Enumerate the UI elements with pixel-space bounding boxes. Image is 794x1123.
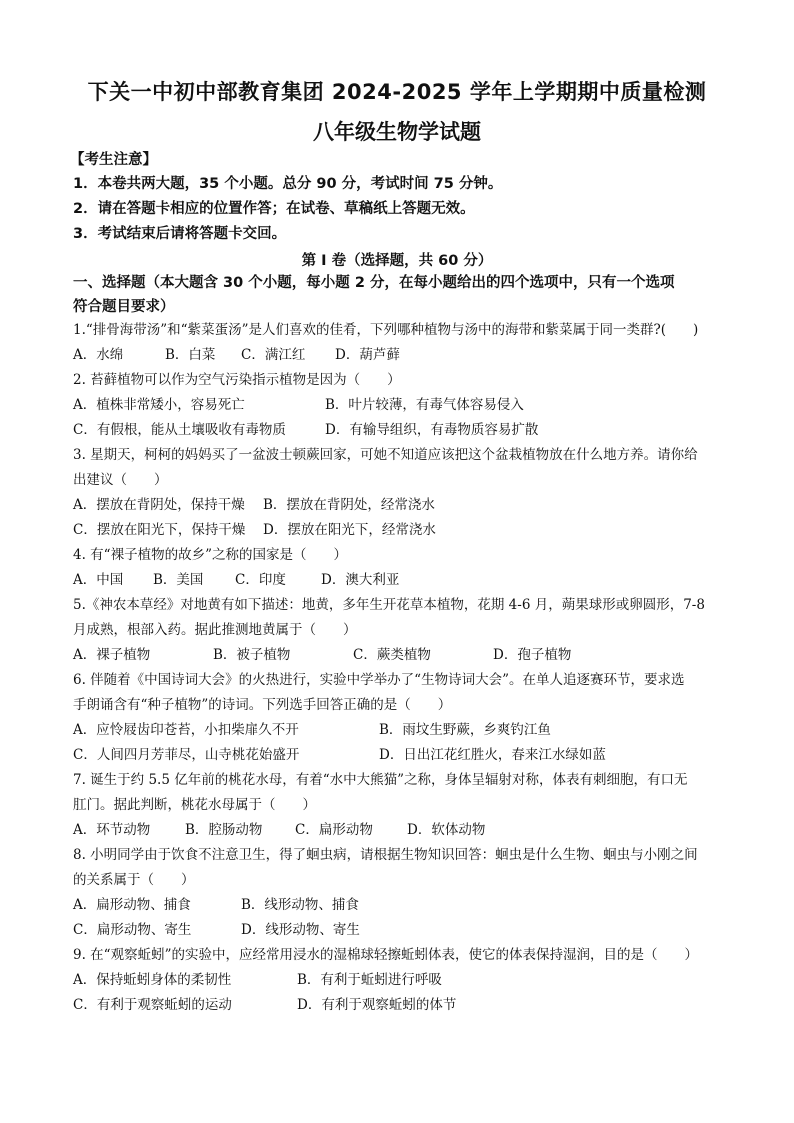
option-c: C．有利于观察蚯蚓的运动 bbox=[73, 997, 232, 1013]
notice-heading: 【考生注意】 bbox=[70, 152, 157, 168]
question-stem: 3. 星期天，柯柯的妈妈买了一盆波士顿蕨回家，可她不知道应该把这个盆栽植物放在什么地方养。请你给 bbox=[73, 447, 698, 463]
option-d: D．日出江花红胜火，春来江水绿如蓝 bbox=[379, 747, 606, 763]
option-a: A．扁形动物、捕食 bbox=[73, 897, 191, 913]
question-stem: 1.“排骨海带汤”和“紫菜蛋汤”是人们喜欢的佳肴，下列哪种植物与汤中的海带和紫菜属于同一类群?( ) bbox=[73, 322, 699, 338]
option-b: B．叶片较薄，有毒气体容易侵入 bbox=[325, 397, 524, 413]
option-a: A．环节动物 bbox=[73, 822, 151, 838]
question-stem: 6. 伴随着《中国诗词大会》的火热进行，实验中学举办了“生物诗词大会”。在单人追逐赛环节，要求选 bbox=[73, 672, 685, 688]
option-c: C．摆放在阳光下，保持干燥 bbox=[73, 522, 246, 538]
option-d: D．线形动物、寄生 bbox=[241, 922, 360, 938]
question-stem: 7. 诞生于约 5.5 亿年前的桃花水母，有着“水中大熊猫”之称，身体呈辐射对称，体表有刺细胞，有口无 bbox=[73, 772, 688, 788]
option-a: A．应怜屐齿印苍苔，小扣柴扉久不开 bbox=[73, 722, 299, 738]
notice-item: 3．考试结束后请将答题卡交回。 bbox=[73, 226, 287, 242]
option-c: C．扁形动物 bbox=[295, 822, 373, 838]
option-d: D．有输导组织，有毒物质容易扩散 bbox=[325, 422, 539, 438]
question-options bbox=[73, 420, 733, 440]
exam-subtitle: 八年级生物学试题 bbox=[313, 120, 481, 144]
section-instruction: 符合题目要求） bbox=[73, 299, 175, 315]
notice-item: 2．请在答题卡相应的位置作答；在试卷、草稿纸上答题无效。 bbox=[73, 201, 475, 217]
option-c: C．有假根，能从土壤吸收有毒物质 bbox=[73, 422, 286, 438]
notice-item: 1．本卷共两大题，35 个小题。总分 90 分，考试时间 75 分钟。 bbox=[73, 176, 503, 192]
option-a: A．中国 bbox=[73, 572, 124, 588]
question-options bbox=[73, 495, 733, 515]
question-options bbox=[73, 920, 733, 940]
question-stem: 5.《神农本草经》对地黄有如下描述：地黄，多年生开花草本植物，花期 4-6 月，蒴果球形或卵圆形，7-8 bbox=[73, 597, 705, 613]
question-options bbox=[73, 395, 733, 415]
option-d: D．澳大利亚 bbox=[321, 572, 400, 588]
question-options bbox=[73, 720, 733, 740]
option-c: C．满江红 bbox=[241, 347, 306, 363]
option-b: B．雨坟生野蕨，乡爽钓江鱼 bbox=[379, 722, 551, 738]
option-a: A．植株非常矮小，容易死亡 bbox=[73, 397, 245, 413]
option-d: D．葫芦藓 bbox=[335, 347, 400, 363]
question-options bbox=[73, 520, 733, 540]
option-c: C．蕨类植物 bbox=[353, 647, 431, 663]
question-options bbox=[73, 645, 733, 665]
question-stem: 8. 小明同学由于饮食不注意卫生，得了蛔虫病，请根据生物知识回答：蛔虫是什么生物、蛔虫与小刚之间 bbox=[73, 847, 698, 863]
option-b: B．线形动物、捕食 bbox=[241, 897, 359, 913]
question-stem: 手朗诵含有“种子植物”的诗词。下列选手回答正确的是（ ） bbox=[73, 697, 452, 713]
question-stem: 9. 在“观察蚯蚓”的实验中，应经常用浸水的湿棉球轻擦蚯蚓体表，使它的体表保持湿润，目的是（ ） bbox=[73, 947, 698, 963]
option-b: B．腔肠动物 bbox=[185, 822, 263, 838]
option-a: A．摆放在背阴处，保持干燥 bbox=[73, 497, 245, 513]
question-options bbox=[73, 570, 733, 590]
option-c: C．印度 bbox=[235, 572, 286, 588]
question-options bbox=[73, 820, 733, 840]
option-b: B．有利于蚯蚓进行呼吸 bbox=[297, 972, 442, 988]
question-stem: 肛门。据此判断，桃花水母属于（ ） bbox=[73, 797, 316, 813]
option-b: B．摆放在背阴处，经常浇水 bbox=[263, 497, 435, 513]
option-a: A．裸子植物 bbox=[73, 647, 151, 663]
option-d: D．摆放在阳光下，经常浇水 bbox=[263, 522, 436, 538]
option-a: A．水绵 bbox=[73, 347, 124, 363]
option-b: B．白菜 bbox=[165, 347, 216, 363]
question-options bbox=[73, 345, 733, 365]
question-options bbox=[73, 970, 733, 990]
option-d: D．软体动物 bbox=[407, 822, 486, 838]
section-title: 第 I 卷（选择题，共 60 分） bbox=[301, 253, 493, 269]
option-c: C．扁形动物、寄生 bbox=[73, 922, 192, 938]
option-c: C．人间四月芳菲尽，山寺桃花始盛开 bbox=[73, 747, 300, 763]
exam-title: 下关一中初中部教育集团 2024-2025 学年上学期期中质量检测 bbox=[87, 80, 707, 104]
question-stem: 4. 有“裸子植物的故乡”之称的国家是（ ） bbox=[73, 547, 347, 563]
question-options bbox=[73, 995, 733, 1015]
section-instruction: 一、选择题（本大题含 30 个小题，每小题 2 分，在每小题给出的四个选项中，只有一个选项 bbox=[73, 275, 675, 291]
question-options bbox=[73, 895, 733, 915]
question-stem: 2. 苔藓植物可以作为空气污染指示植物是因为（ ） bbox=[73, 372, 401, 388]
question-stem: 月成熟，根部入药。据此推测地黄属于（ ） bbox=[73, 622, 357, 638]
option-d: D．有利于观察蚯蚓的体节 bbox=[297, 997, 457, 1013]
option-a: A．保持蚯蚓身体的柔韧性 bbox=[73, 972, 232, 988]
question-stem: 的关系属于（ ） bbox=[73, 872, 195, 888]
question-options bbox=[73, 745, 733, 765]
option-d: D．孢子植物 bbox=[493, 647, 572, 663]
option-b: B．美国 bbox=[153, 572, 204, 588]
question-stem: 出建议（ ） bbox=[73, 472, 168, 488]
option-b: B．被子植物 bbox=[213, 647, 291, 663]
